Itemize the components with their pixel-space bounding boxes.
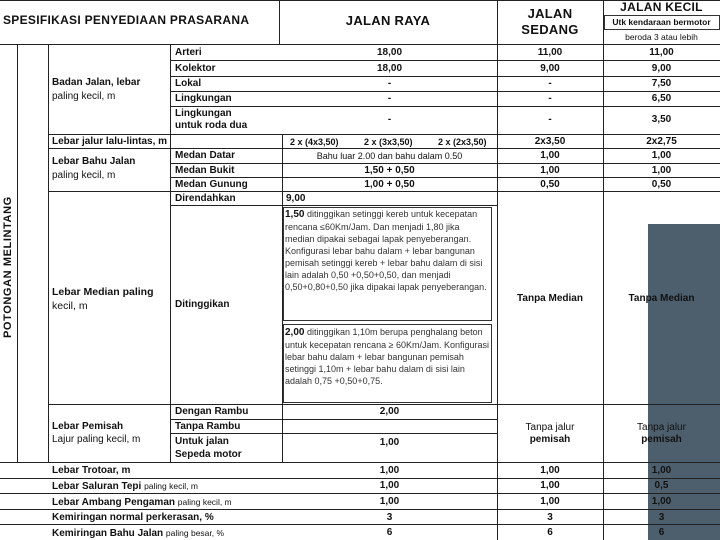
lajur-raya-2: 2 x (3x3,50): [364, 137, 413, 147]
bottom-row-kecil: 1,00: [651, 465, 672, 476]
badan-jalan-label-1: Badan Jalan, lebar: [52, 77, 141, 88]
header-jalan-kecil: JALAN KECIL: [620, 0, 703, 14]
bottom-row-label: [52, 512, 214, 524]
median-para1-num: 1,50: [285, 209, 305, 220]
bahu-kecil: 0,50: [651, 179, 672, 190]
header-kecil-note-2: beroda 3 atau lebih: [625, 32, 698, 42]
bottom-row-label-main: Lebar Saluran Tepi: [52, 481, 142, 492]
badan-type: Lingkungan: [175, 93, 232, 104]
bottom-row-kecil: 0,5: [654, 480, 669, 491]
pemisah-sedang-1: Tanpa jalur: [525, 422, 575, 433]
badan-sedang: -: [548, 114, 552, 125]
bahu-type: Medan Gunung: [175, 179, 248, 190]
bahu-sedang: 1,00: [540, 150, 560, 161]
bottom-row-label-note: paling kecil, m: [144, 481, 198, 491]
bottom-row-kecil: 6: [658, 527, 665, 538]
bahu-label-1: Lebar Bahu Jalan: [52, 156, 136, 167]
header-jalan-raya: JALAN RAYA: [345, 13, 431, 28]
bottom-row-kecil: 1,00: [651, 496, 672, 507]
bahu-sedang: 1,00: [540, 165, 560, 176]
badan-sedang: 11,00: [537, 47, 563, 58]
bahu-raya: Bahu luar 2.00 dan bahu dalam 0.50: [316, 151, 463, 161]
badan-kecil: 3,50: [651, 114, 672, 125]
pemisah-kecil-2: pemisah: [641, 434, 682, 445]
pemisah-type: Dengan Rambu: [175, 406, 249, 417]
median-sedang: Tanpa Median: [517, 293, 583, 304]
bahu-type: Medan Datar: [175, 150, 236, 161]
bottom-row-label: [52, 496, 232, 509]
pemisah-label-2: Lajur paling kecil, m: [52, 434, 141, 445]
badan-type: Arteri: [175, 47, 202, 58]
bottom-row-raya: 1,00: [379, 496, 400, 507]
bottom-row-raya: 3: [386, 512, 393, 523]
badan-kecil: 7,50: [651, 78, 672, 89]
bahu-sedang: 0,50: [540, 179, 560, 190]
median-ditinggikan: Ditinggikan: [175, 299, 230, 310]
median-para2-num: 2,00: [285, 327, 305, 338]
bottom-row-label-main: Kemiringan Bahu Jalan: [52, 528, 164, 539]
badan-sedang: -: [548, 93, 552, 104]
bahu-type: Medan Bukit: [175, 165, 235, 176]
lajur-label: Lebar jalur lalu-lintas, m: [52, 136, 168, 147]
median-paragraph-1: [285, 208, 490, 293]
bottom-row-label-note: paling besar, %: [165, 528, 225, 538]
bottom-row-label-note: paling kecil, m: [177, 497, 232, 507]
header-jalan-sedang-1: JALAN: [527, 6, 573, 21]
bottom-row-label: [52, 465, 130, 477]
header-kecil-note-1: Utk kendaraan bermotor: [612, 17, 711, 27]
pemisah-type: Tanpa Rambu: [175, 421, 241, 432]
median-para2-text: ditinggikan 1,10m berupa penghalang beton untuk kecepatan rencana ≥ 60Km/Jam. Konfigurasi lebar bahu dalam + lebar bangunan pemisah setinggi 1,10m + lebar bahu dalam di sisi lain adalah 0,75 +0,50+0,75.: [285, 327, 490, 386]
badan-sedang: 9,00: [540, 63, 560, 74]
pemisah-raya: 1,00: [379, 437, 400, 448]
bottom-row-sedang: 1,00: [540, 496, 560, 507]
bottom-row-label-main: Lebar Trotoar, m: [52, 465, 131, 476]
bottom-row-sedang: 6: [547, 527, 553, 538]
header-jalan-sedang-2: SEDANG: [521, 22, 579, 37]
median-label-1: Lebar Median paling: [52, 286, 154, 298]
median-label-2: kecil, m: [52, 300, 88, 312]
pemisah-sedang-2: pemisah: [529, 434, 571, 445]
lajur-raya-1: 2 x (4x3,50): [290, 137, 339, 147]
bottom-row-raya: 1,00: [379, 480, 400, 491]
lajur-kecil: 2x2,75: [646, 136, 677, 147]
bottom-row-label: [52, 480, 198, 493]
table-title: SPESIFIKASI PENYEDIAAN PRASARANA: [3, 13, 250, 27]
median-para1-text: ditinggikan setinggi kereb untuk kecepatan rencana ≤60Km/Jam. Dan menjadi 1,80 jika median dipakai sebagai lapak penyeberangan. Konfigurasi lebar bahu dalam + lebar bangunan pemisah setinggi kereb + lebar bahu dalam di sisi lain adalah 0,50 +0,50+0,50, dan menjadi 0,50+0,80+0,50 jika dipakai lapak penyeberangan.: [285, 209, 487, 292]
badan-type: Lokal: [175, 78, 202, 89]
lajur-sedang: 2x3,50: [534, 136, 566, 147]
bahu-kecil: 1,00: [651, 150, 672, 161]
pemisah-label-1: Lebar Pemisah: [52, 421, 124, 432]
badan-raya: -: [387, 78, 392, 89]
median-paragraph-2: [285, 326, 490, 387]
median-direndahkan-value: 9,00: [286, 193, 306, 204]
badan-kecil: 6,50: [651, 93, 672, 104]
badan-type: Kolektor: [175, 63, 216, 74]
bottom-row-kecil: 3: [658, 512, 665, 523]
median-kecil: Tanpa Median: [628, 293, 695, 304]
bahu-kecil: 1,00: [651, 165, 672, 176]
bahu-raya: 1,50 + 0,50: [364, 165, 415, 176]
pemisah-type: Untuk jalan: [175, 436, 229, 447]
pemisah-raya: 2,00: [379, 406, 400, 417]
badan-type: Lingkungan: [175, 108, 232, 119]
median-direndahkan: Direndahkan: [175, 193, 236, 204]
pemisah-kecil-1: Tanpa jalur: [637, 422, 686, 433]
bottom-row-raya: 6: [386, 527, 393, 538]
badan-jalan-label-2: paling kecil, m: [52, 91, 116, 102]
badan-raya: -: [387, 93, 392, 104]
bottom-row-sedang: 1,00: [540, 465, 560, 476]
badan-kecil: 11,00: [649, 47, 674, 58]
bahu-label-2: paling kecil, m: [52, 170, 116, 181]
badan-sedang: -: [548, 78, 552, 89]
bottom-row-sedang: 3: [547, 512, 553, 523]
bottom-row-label-main: Lebar Ambang Pengaman: [52, 497, 175, 508]
badan-kecil: 9,00: [651, 63, 672, 74]
badan-raya: -: [387, 114, 392, 125]
bottom-row-label: [52, 527, 224, 540]
badan-type: untuk roda dua: [175, 120, 248, 131]
lajur-raya-3: 2 x (2x3,50): [438, 137, 487, 147]
bottom-row-sedang: 1,00: [540, 480, 560, 491]
badan-raya: 18,00: [376, 63, 403, 74]
pemisah-type: Sepeda motor: [175, 449, 242, 460]
badan-raya: 18,00: [376, 47, 403, 58]
side-label-potongan-melintang: POTONGAN MELINTANG: [2, 196, 14, 338]
bottom-row-label-main: Kemiringan normal perkerasan, %: [52, 512, 214, 523]
bottom-row-raya: 1,00: [379, 465, 400, 476]
bahu-raya: 1,00 + 0,50: [364, 179, 415, 190]
